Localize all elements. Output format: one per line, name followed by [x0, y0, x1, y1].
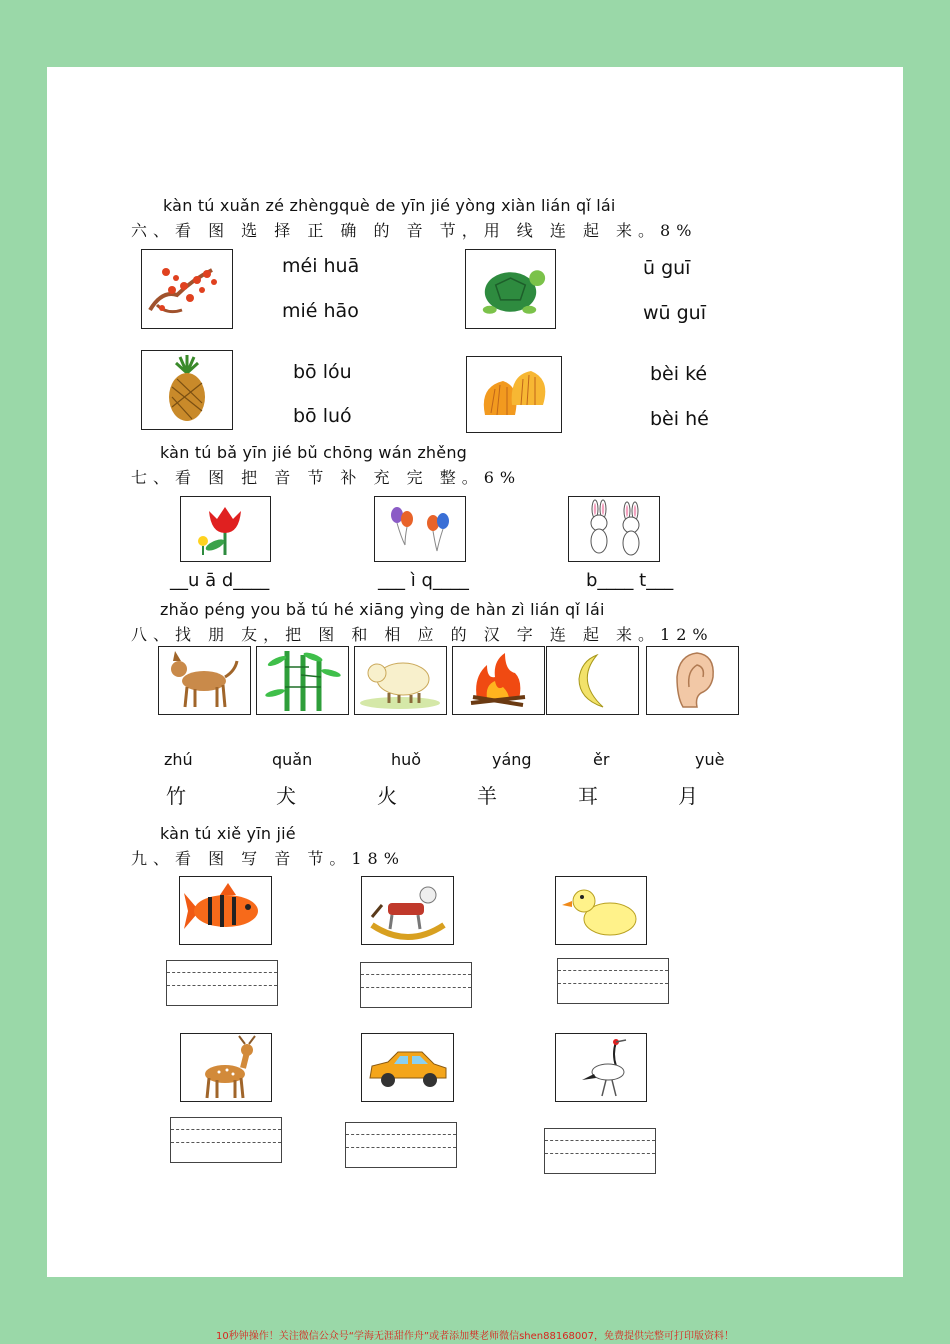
s6-option: bèi hé [650, 408, 709, 430]
s8-pinyin-word: yuè [695, 750, 725, 769]
s8-hanzi: 耳 [578, 784, 598, 808]
duck-icon [555, 876, 647, 945]
sheep-icon [354, 646, 447, 715]
s8-title: 八、找 朋 友，把 图 和 相 应 的 汉 字 连 起 来。12% [131, 625, 714, 644]
writing-lines[interactable] [166, 960, 278, 1006]
rocking-horse-icon [361, 876, 454, 945]
s9-title: 九、看 图 写 音 节。18% [131, 849, 405, 868]
dog-icon [158, 646, 251, 715]
s8-hanzi: 羊 [477, 784, 497, 808]
s6-option: bō luó [293, 405, 352, 427]
s7-blank: ___ ì q____ [378, 570, 469, 591]
writing-lines[interactable] [557, 958, 669, 1004]
tulip-icon [180, 496, 271, 562]
s7-blank: b____ t___ [586, 570, 674, 591]
writing-lines[interactable] [170, 1117, 282, 1163]
writing-lines[interactable] [360, 962, 472, 1008]
crane-icon [555, 1033, 647, 1102]
balloons-icon [374, 496, 466, 562]
moon-icon [546, 646, 639, 715]
s7-pinyin: kàn tú bǎ yīn jié bǔ chōng wán zhěng [160, 443, 468, 462]
s6-option: mié hāo [282, 300, 359, 322]
writing-lines[interactable] [544, 1128, 656, 1174]
s8-pinyin-word: ěr [593, 750, 610, 769]
s7-blank: __u ā d____ [170, 570, 270, 591]
footer-notice: 10秒钟操作！关注微信公众号“学海无涯甜作舟”或者添加樊老师微信shen88168007，免费提供完整可打印版资料！ [215, 1331, 735, 1342]
s6-option: bō lóu [293, 361, 352, 383]
bamboo-icon [256, 646, 349, 715]
s6-option: méi huā [282, 255, 360, 277]
s8-pinyin-word: quǎn [272, 750, 313, 769]
s6-title: 六、看 图 选 择 正 确 的 音 节，用 线 连 起 来。8% [131, 221, 698, 240]
s8-hanzi: 竹 [166, 784, 186, 808]
s9-pinyin: kàn tú xiě yīn jié [160, 824, 296, 843]
plum-blossom-icon [141, 249, 233, 329]
turtle-icon [465, 249, 556, 329]
car-icon [361, 1033, 454, 1102]
goldfish-icon [179, 876, 272, 945]
s8-pinyin-word: huǒ [391, 750, 422, 769]
s8-pinyin: zhǎo péng you bǎ tú hé xiāng yìng de hàn zì lián qǐ lái [160, 600, 605, 619]
s6-option: bèi ké [650, 363, 708, 385]
s8-pinyin-word: yáng [492, 750, 532, 769]
writing-lines[interactable] [345, 1122, 457, 1168]
s6-option: wū guī [643, 302, 707, 324]
s7-title: 七、看 图 把 音 节 补 充 完 整。6% [131, 468, 522, 487]
ear-icon [646, 646, 739, 715]
deer-icon [180, 1033, 272, 1102]
s8-pinyin-word: zhú [164, 750, 193, 769]
s6-option: ū guī [643, 257, 691, 279]
s8-hanzi: 犬 [276, 784, 296, 808]
s6-pinyin: kàn tú xuǎn zé zhèngquè de yīn jié yòng xiàn lián qǐ lái [163, 196, 616, 215]
s8-hanzi: 月 [678, 784, 698, 808]
seashell-icon [466, 356, 562, 433]
fire-icon [452, 646, 545, 715]
s8-hanzi: 火 [377, 784, 397, 808]
rabbits-icon [568, 496, 660, 562]
pineapple-icon [141, 350, 233, 430]
